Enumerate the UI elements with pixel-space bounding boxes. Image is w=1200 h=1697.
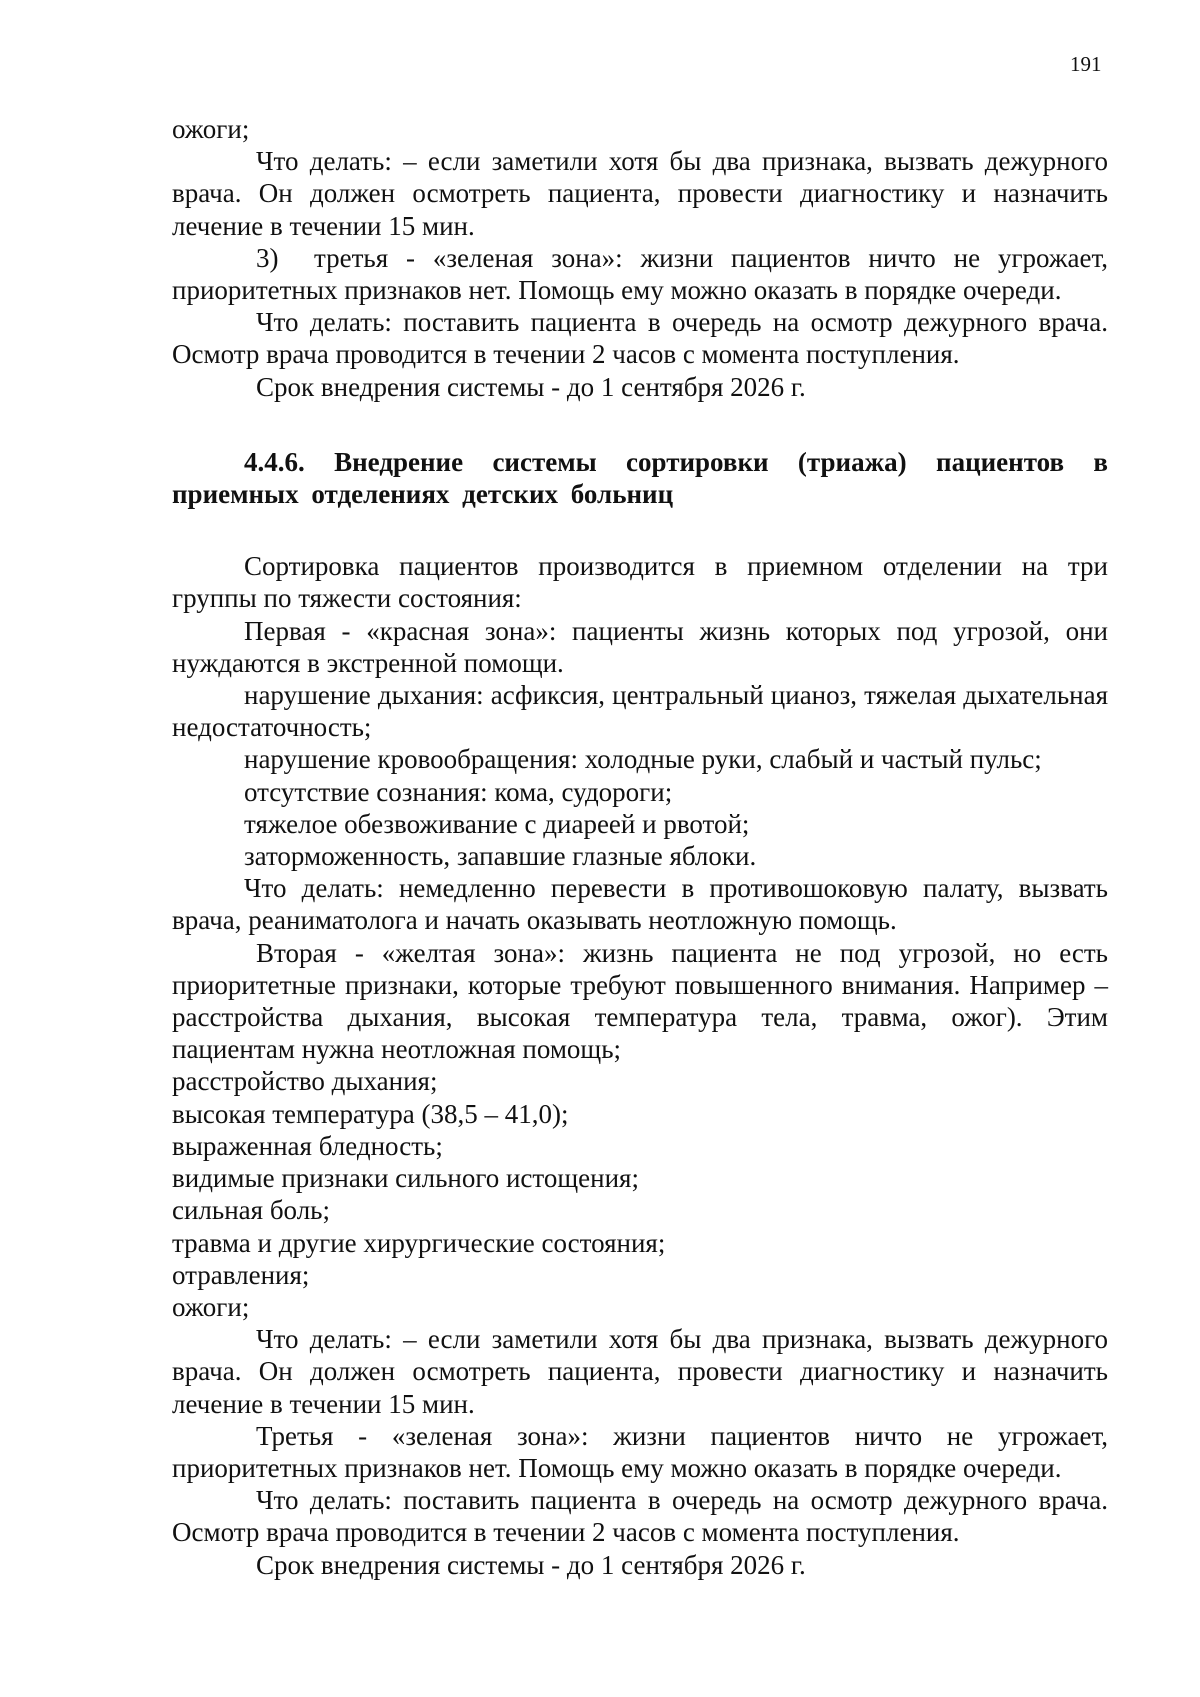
yellow-item: сильная боль; xyxy=(172,1195,330,1226)
red-zone-paragraph: Первая - «красная зона»: пациенты жизнь которых под угрозой, они нуждаются в экстренной помощи. xyxy=(172,615,1108,678)
yellow-item: расстройство дыхания; xyxy=(172,1066,438,1097)
yellow-item: отравления; xyxy=(172,1259,310,1290)
green-zone-paragraph: Третья - «зеленая зона»: жизни пациентов ничто не угрожает, приоритетных признаков нет. Помощь ему можно оказать в порядке очереди. xyxy=(172,1420,1108,1483)
yellow-item: ожоги; xyxy=(172,1291,250,1322)
what-to-do-green-paragraph: Что делать: поставить пациента в очередь на осмотр дежурного врача. Осмотр врача проводится в течении 2 часов с момента поступления. xyxy=(172,307,1108,370)
red-item: тяжелое обезвоживание с диареей и рвотой; xyxy=(244,808,750,839)
yellow-zone-paragraph: Вторая - «желтая зона»: жизнь пациента не под угрозой, но есть приоритетные признаки, которые требуют повышенного внимания. Например – расстройства дыхания, высокая температура тела, травма, ожог). Этим пациентам нужна неотложная помощь; xyxy=(172,937,1108,1065)
page-number: 191 xyxy=(1070,52,1102,76)
yellow-item: выраженная бледность; xyxy=(172,1130,443,1161)
yellow-what-to-do-paragraph: Что делать: – если заметили хотя бы два признака, вызвать дежурного врача. Он должен осмотреть пациента, провести диагностику и назначить лечение в течении 15 мин. xyxy=(172,1324,1108,1419)
yellow-item: высокая температура (38,5 – 41,0); xyxy=(172,1098,569,1129)
item-text: третья - «зеленая зона»: жизни пациентов ничто не угрожает, приоритетных признаков нет. Помощь ему можно оказать в порядке очереди. xyxy=(172,242,1108,306)
intro-paragraph: Сортировка пациентов производится в приемном отделении на три группы по тяжести состояния: xyxy=(172,551,1108,614)
red-item: заторможенность, запавшие глазные яблоки. xyxy=(244,841,757,872)
red-what-to-do-paragraph: Что делать: немедленно перевести в противошоковую палату, вызвать врача, реаниматолога и начать оказывать неотложную помощь. xyxy=(172,873,1108,936)
list-item-burns: ожоги; xyxy=(172,114,250,144)
green-what-to-do-paragraph: Что делать: поставить пациента в очередь на осмотр дежурного врача. Осмотр врача проводится в течении 2 часов с момента поступления. xyxy=(172,1485,1108,1548)
item-number: 3) xyxy=(256,242,279,273)
red-item: нарушение кровообращения: холодные руки, слабый и частый пульс; xyxy=(244,744,1042,775)
red-item: отсутствие сознания: кома, судороги; xyxy=(244,776,673,807)
section-heading: 4.4.6. Внедрение системы сортировки (триажа) пациентов в приемных отделениях детских больниц xyxy=(172,446,1108,510)
yellow-item: травма и другие хирургические состояния; xyxy=(172,1227,666,1258)
red-item: нарушение дыхания: асфиксия, центральный цианоз, тяжелая дыхательная недостаточность; xyxy=(172,680,1108,743)
document-body xyxy=(172,113,1108,1581)
what-to-do-yellow-paragraph: Что делать: – если заметили хотя бы два признака, вызвать дежурного врача. Он должен осмотреть пациента, провести диагностику и назначить лечение в течении 15 мин. xyxy=(172,146,1108,241)
green-zone-item xyxy=(172,242,1108,306)
deadline-paragraph: Срок внедрения системы - до 1 сентября 2026 г. xyxy=(256,1549,806,1580)
yellow-item: видимые признаки сильного истощения; xyxy=(172,1163,639,1194)
deadline-paragraph: Срок внедрения системы - до 1 сентября 2026 г. xyxy=(256,371,806,402)
spacer xyxy=(172,510,1108,550)
